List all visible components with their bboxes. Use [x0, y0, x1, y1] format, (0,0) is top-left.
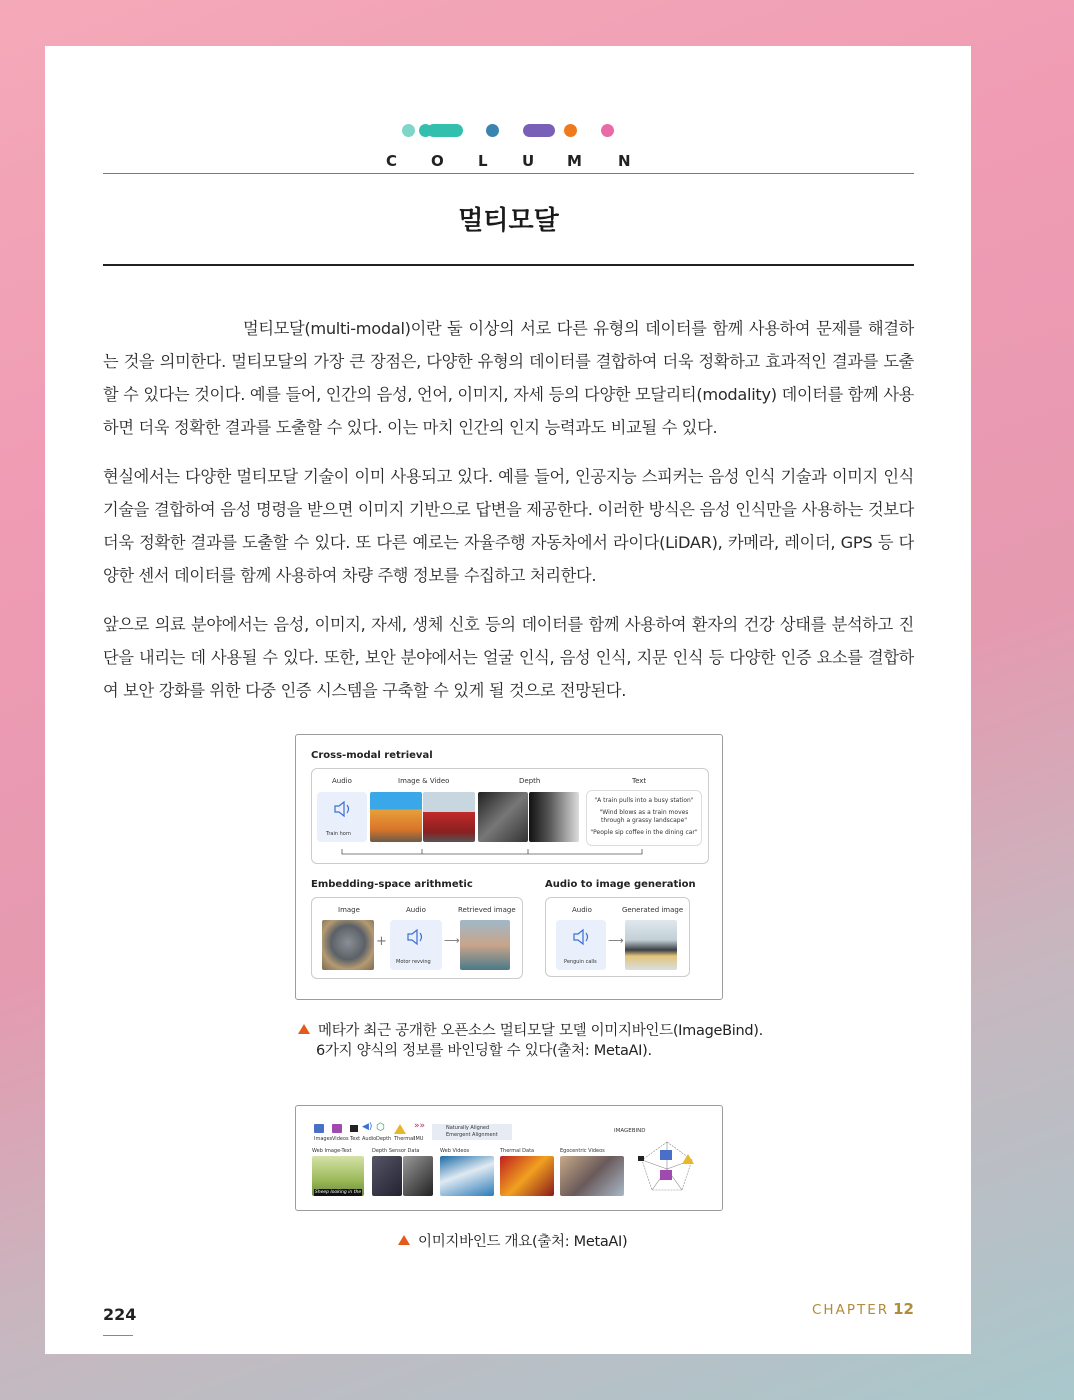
- image-icon: [314, 1124, 324, 1133]
- depth-sensor-map: [403, 1156, 433, 1196]
- column-letter: U: [522, 152, 535, 170]
- quote-1: "A train pulls into a busy station": [594, 797, 694, 804]
- video-icon: [332, 1124, 342, 1133]
- alignment-legend: [432, 1124, 512, 1140]
- page-title: 멀티모달: [458, 206, 559, 236]
- paragraph-2: 현실에서는 다양한 멀티모달 기술이 이미 사용되고 있다. 예를 들어, 인공지능 스피커는 음성 인식 기술과 이미지 인식 기술을 결합하여 음성 명령을 받으면 이미지 기반으로 답변을 제공한다. 이러한 방식은 음성 인식만을 사용하는 것보다 더욱 정확한 결과를 도출할 수 있다. 또 다른 예로는 자율주행 자동차에서 라이다(LiDAR), 카메라, 레이더, GPS 등 다양한 센서 데이터를 함께 사용하여 차량 주행 정보를 수집하고 처리한다.: [103, 467, 914, 585]
- quote-2: "Wind blows as a train moves through a grassy landscape": [599, 809, 689, 824]
- group-depth-sensor: Depth Sensor Data: [372, 1148, 420, 1154]
- gen-generated-label: Generated image: [622, 906, 684, 914]
- column-letter: M: [567, 152, 582, 170]
- gen-audio-label: Audio: [572, 906, 592, 914]
- triangle-icon: [298, 1024, 310, 1034]
- column-letter: L: [478, 152, 488, 170]
- train-photo-2: [423, 792, 475, 842]
- embed-retrieved-label: Retrieved image: [458, 906, 516, 914]
- depth-sensor-photo: [372, 1156, 402, 1196]
- group-web-videos: Web Videos: [440, 1148, 470, 1154]
- thermal-icon: [394, 1124, 406, 1134]
- depth-cube-icon: ⬡: [376, 1122, 385, 1133]
- legend-depth: Depth: [376, 1136, 392, 1142]
- legend-imu: IMU: [414, 1136, 424, 1142]
- col-text: Text: [632, 777, 647, 785]
- page-number: 224: [103, 1305, 137, 1324]
- cross-modal-panel: [311, 768, 709, 864]
- paragraph-3: 앞으로 의료 분야에서는 음성, 이미지, 자세, 생체 신호 등의 데이터를 함께 사용하여 환자의 건강 상태를 분석하고 진단을 내리는 데 사용될 수 있다. 또한, 보안 분야에서는 얼굴 인식, 음성 인식, 지문 인식 등 다양한 인증 요소를 결합하여 보안 강화를 위한 다중 인증 시스템을 구축할 수 있게 될 것으로 전망된다.: [103, 615, 914, 700]
- legend-videos: Videos: [332, 1136, 349, 1142]
- title-rule: [103, 264, 914, 266]
- embed-audio-label: Audio: [406, 906, 426, 914]
- chapter-number: 12: [893, 1300, 914, 1318]
- cross-modal-heading: Cross-modal retrieval: [311, 750, 433, 761]
- imagebind-overview-figure: [295, 1105, 723, 1211]
- generation-panel: Audio Generated image Penguin calls ⟶: [545, 897, 690, 977]
- col-image-video: Image & Video: [398, 777, 450, 785]
- text-icon: [350, 1125, 358, 1132]
- penguin-label: Penguin calls: [564, 959, 597, 965]
- imagebind-capabilities-figure: [295, 734, 723, 1000]
- figure1-caption: [298, 1021, 763, 1061]
- legend-audio: Audio: [362, 1136, 377, 1142]
- audio-icon: ◀): [362, 1122, 373, 1132]
- embedding-panel: Image Audio Retrieved image + Motor revving ⟶: [311, 897, 523, 979]
- legend-naturally-aligned: Naturally Aligned: [446, 1125, 490, 1131]
- chapter-label: [812, 1300, 914, 1318]
- quote-3: "People sip coffee in the dining car": [590, 829, 698, 836]
- header-rule: [103, 173, 914, 174]
- legend-text: Text: [350, 1136, 361, 1142]
- figure1-caption-line2: 6가지 양식의 정보를 바인딩할 수 있다(출처: MetaAI).: [316, 1043, 652, 1059]
- imagebind-brand: IMAGEBIND: [614, 1128, 646, 1134]
- triangle-icon: [398, 1235, 410, 1245]
- column-letter: N: [618, 152, 631, 170]
- figure2-caption: [398, 1232, 627, 1252]
- col-depth: Depth: [519, 777, 541, 785]
- embedding-heading: Embedding-space arithmetic: [311, 879, 473, 890]
- figure1-caption-line1: 메타가 최근 공개한 오픈소스 멀티모달 모델 이미지바인드(ImageBind).: [318, 1023, 763, 1039]
- legend-thermal: Thermal: [394, 1136, 415, 1142]
- figure2-caption-text: 이미지바인드 개요(출처: MetaAI): [418, 1234, 628, 1250]
- thermal-photo: [500, 1156, 554, 1196]
- egocentric-photo: [560, 1156, 624, 1196]
- column-letter: O: [431, 152, 444, 170]
- group-web-image-text: Web Image-Text: [312, 1148, 352, 1154]
- penguin-photo: [625, 920, 677, 970]
- web-image-caption: Sheep looking in the sun: [314, 1190, 362, 1202]
- paragraph-1: 멀티모달(multi-modal)이란 둘 이상의 서로 다른 유형의 데이터를 함께 사용하여 문제를 해결하는 것을 의미한다. 멀티모달의 가장 큰 장점은, 다양한 유형의 데이터를 결합하여 더욱 정확하고 효과적인 결과를 도출할 수 있다는 것이다. 예를 들어, 인간의 음성, 언어, 이미지, 자세 등의 다양한 모달리티(modality) 데이터를 함께 사용하면 더욱 정확한 결과를 도출할 수 있다. 이는 마치 인간의 인지 능력과도 비교될 수 있다.: [103, 319, 914, 437]
- generation-heading: Audio to image generation: [545, 879, 696, 890]
- embed-image-label: Image: [338, 906, 360, 914]
- imu-icon: »»: [414, 1121, 426, 1131]
- web-video-photo: [440, 1156, 494, 1196]
- column-letter: C: [386, 152, 398, 170]
- legend-images: Images: [314, 1136, 333, 1142]
- group-egocentric: Egocentric Videos: [560, 1148, 605, 1154]
- legend-emergent: Emergent Alignment: [446, 1132, 498, 1138]
- motor-label: Motor revving: [396, 959, 431, 965]
- col-audio: Audio: [332, 777, 352, 785]
- retrieval-arrows: [312, 845, 708, 861]
- depth-map-2: [529, 792, 579, 842]
- retrieved-photo: [460, 920, 510, 970]
- chapter-word: CHAPTER: [812, 1302, 890, 1318]
- train-photo-1: [370, 792, 422, 842]
- text-quotes-box: [586, 790, 702, 846]
- depth-map-1: [478, 792, 528, 842]
- pigeon-photo: [322, 920, 374, 970]
- audio-label: Train horn: [326, 831, 351, 837]
- imagebind-star-diagram: [632, 1134, 702, 1204]
- page-number-rule: [103, 1335, 133, 1336]
- group-thermal: Thermal Data: [500, 1148, 535, 1154]
